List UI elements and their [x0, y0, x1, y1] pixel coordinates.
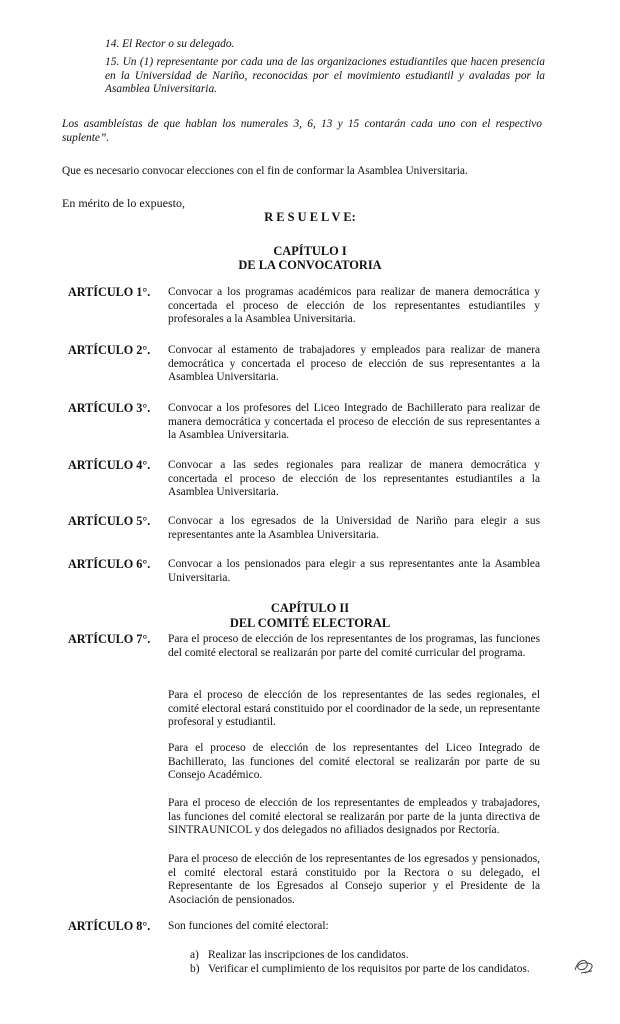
list-item-marker: b): [190, 963, 200, 975]
article-4-label: ARTÍCULO 4°.: [68, 458, 151, 472]
resolve-heading: R E S U E L V E:: [264, 210, 356, 224]
article-4-text: Convocar a las sedes regionales para realizar de manera democrática y concertada el proceso de elección de los representantes estudiantiles a la Asamblea Universitaria.: [168, 459, 540, 499]
article-7-paragraph: Para el proceso de elección de los representantes de los egresados y pensionados, el comité electoral estará constituido por la Rectora o su delegado, el Representante de los Egresados al Consejo superior y el Presidente de la Asociación de pensionados.: [168, 853, 540, 906]
article-8-label: ARTÍCULO 8°.: [68, 919, 151, 933]
article-1-label: ARTÍCULO 1°.: [68, 285, 151, 299]
article-2-text: Convocar al estamento de trabajadores y empleados para realizar de manera democrática y concertada el proceso de elección de sus representantes a la Asamblea Universitaria.: [168, 344, 540, 384]
suplente-note: Los asambleístas de que hablan los numerales 3, 6, 13 y 15 contarán cada uno con el respectivo suplente”.: [62, 118, 542, 144]
list-item-marker: a): [190, 949, 199, 961]
chapter-2-title: CAPÍTULO II: [270, 601, 350, 615]
article-7-paragraph: Para el proceso de elección de los representantes de las sedes regionales, el comité electoral estará constituido por el coordinador de la sede, un representante profesoral y estudiantil.: [168, 689, 540, 729]
chapter-1-title: CAPÍTULO I: [273, 244, 347, 258]
chapter-2-subtitle: DEL COMITÉ ELECTORAL: [229, 616, 391, 630]
list-item: Verificar el cumplimiento de los requisitos por parte de los candidatos.: [208, 963, 530, 975]
article-3-label: ARTÍCULO 3°.: [68, 401, 151, 415]
article-7-paragraph: Para el proceso de elección de los representantes de empleados y trabajadores, las funciones del comité electoral se realizarán por parte de la junta directiva de SINTRAUNICOL y dos delegados no afiliados designados por Rectoría.: [168, 797, 540, 837]
article-5-label: ARTÍCULO 5°.: [68, 514, 151, 528]
article-8-intro: Son funciones del comité electoral:: [168, 920, 329, 932]
necessity-paragraph: Que es necesario convocar elecciones con el fin de conformar la Asamblea Universitaria.: [62, 165, 468, 177]
article-6-text: Convocar a los pensionados para elegir a sus representantes ante la Asamblea Universitaria.: [168, 558, 540, 584]
article-6-label: ARTÍCULO 6°.: [68, 557, 151, 571]
article-7-label: ARTÍCULO 7°.: [68, 632, 151, 646]
article-5-text: Convocar a los egresados de la Universidad de Nariño para elegir a sus representantes ante la Asamblea Universitaria.: [168, 515, 540, 541]
signature-mark: [572, 955, 596, 977]
article-1-text: Convocar a los programas académicos para realizar de manera democrática y concertada el proceso de elección de los representantes estudiantiles y profesorales a la Asamblea Universitaria.: [168, 286, 540, 326]
merit-phrase: En mérito de lo expuesto,: [62, 196, 185, 210]
article-2-label: ARTÍCULO 2°.: [68, 343, 151, 357]
article-7-paragraph: Para el proceso de elección de los representantes del Liceo Integrado de Bachillerato, las funciones del comité electoral se realizarán por parte de su Consejo Académico.: [168, 742, 540, 782]
article-7-paragraph: Para el proceso de elección de los representantes de los programas, las funciones del comité electoral se realizarán por parte del comité curricular del programa.: [168, 633, 540, 659]
numeral-14: 14. El Rector o su delegado.: [105, 38, 235, 50]
list-item: Realizar las inscripciones de los candidatos.: [208, 949, 409, 961]
chapter-1-subtitle: DE LA CONVOCATORIA: [238, 258, 382, 272]
numeral-15: 15. Un (1) representante por cada una de las organizaciones estudiantiles que hacen presencia en la Universidad de Nariño, reconocidas por el movimiento estudiantil y avaladas por la Asamblea Universitaria.: [105, 56, 545, 96]
article-3-text: Convocar a los profesores del Liceo Integrado de Bachillerato para realizar de manera democrática y concertada el proceso de elección de sus representantes a la Asamblea Universitaria.: [168, 402, 540, 442]
